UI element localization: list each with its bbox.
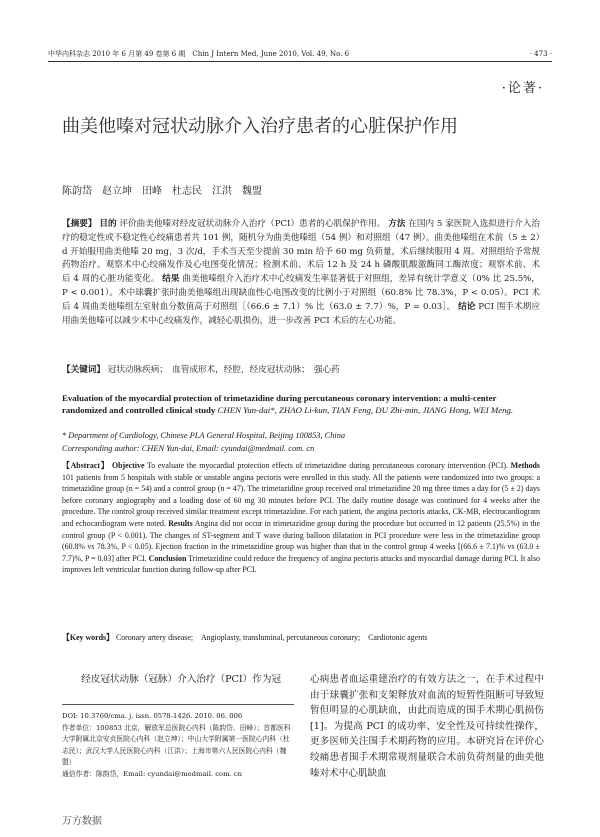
body-right-column: 心病患者血运重建治疗的有效方法之一，在手术过程中由于球囊扩张和支架释放对血流的短暂性阻断可导致短暂但明显的心肌缺血，由此而造成的围手术期心肌损伤[1]。为提高 PCI 的成功率、安全性及可持续性操作，更多医师关注围手术期药物的应用。本研究旨在评价心绞痛患者围手术期常规剂量联合术前负荷剂量的曲美他嗪对术中心肌缺血	[310, 674, 544, 779]
header-journal-info: 中华内科杂志 2010 年 6 月第 49 卷第 6 期 Chin J Intern Med, June 2010, Vol. 49, No. 6	[48, 50, 350, 58]
english-abstract	[62, 460, 540, 576]
cn-methods-label: 方法	[388, 219, 406, 229]
english-affiliation: * Department of Cardiology, Chinese PLA General Hospital, Beijing 100853, China	[62, 431, 346, 440]
footnote-affiliations: 作者单位：100853 北京，解放军总医院心内科（陈韵岱、田峰）；首都医科大学附属北京安贞医院心内科（赵立坤）；中山大学附属第一医院心内科（杜志民）；武汉大学人民医院心内科（江洪）；上海市第六人民医院心内科（魏盟）	[62, 723, 291, 766]
en-conclusion-label: Conclusion	[148, 553, 187, 563]
cn-methods-text: 在国内 5 家医院入选拟进行介入治疗的稳定性或不稳定性心绞痛患者共 101 例，随机分为曲美他嗪组（54 例）和对照组（47 例）。曲美他嗪组在术前（5 ± 2）d 开始服用曲美他嗪 20 mg，3 次/d，手术当天至少提前 30 min 给予 60 mg 负荷量，术后继续服用 4 周。对照组给予常规药物治疗。观察术中心绞痛发作及心电图变化情况；检测术前、术后 12 h 及 24 h 磷酸肌酸激酶同工酶浓度；观察术前、术后 4 周的心脏功能变化。	[62, 219, 541, 285]
section-tag: ·论著·	[501, 81, 544, 96]
footnote-corresponding: 通信作者：陈韵岱，Email: cyundai@medmail. com. cn	[62, 769, 243, 778]
footnote-block	[62, 704, 294, 780]
cn-objective-label: 目的	[99, 219, 117, 229]
english-authors: CHEN Yun-dai*, ZHAO Li-kun, TIAN Feng, DU Zhi-min, JIANG Hong, WEI Meng.	[217, 405, 514, 415]
en-methods-label: Methods	[510, 461, 540, 470]
article-title: 曲美他嗪对冠状动脉介入治疗患者的心脏保护作用	[62, 116, 458, 137]
footnote-doi: DOI: 10.3760/cma. j. issn. 0578-1426. 2010. 06. 006	[62, 712, 243, 720]
cn-objective-text: 评价曲美他嗪对经皮冠状动脉介入治疗（PCI）患者的心肌保护作用。	[119, 219, 386, 229]
watermark-footer: 万方数据	[62, 816, 102, 827]
en-keywords-text: Coronary artery disease; Angioplasty, transluminal, percutaneous coronary; Cardiotonic agents	[115, 633, 428, 642]
cn-keywords-label: 【关键词】	[62, 365, 105, 375]
en-results-label: Results	[168, 518, 193, 528]
chinese-keywords	[62, 363, 540, 375]
cn-keywords-text: 冠状动脉疾病； 血管成形术，经腔，经皮冠状动脉； 强心药	[107, 365, 340, 375]
body-left-column	[62, 672, 294, 687]
cn-results-text: 曲美他嗪组介入治疗术中心绞痛发生率显著低于对照组，差异有统计学意义（0% 比 25.5%，P < 0.001）。术中球囊扩张时曲美他嗪组出现缺血性心电图改变的比例小于对照组（60.8% 比 78.3%，P < 0.05）。PCI 术后 4 周曲美他嗪组左室射血分数值高于对照组［（66.6 ± 7.1）% 比（63.0 ± 7.7）%，P = 0.03］。	[62, 274, 540, 312]
en-objective-text: To evaluate the myocardial protection effects of trimetazidine during percutaneous coronary intervention (PCI).	[147, 461, 508, 470]
en-abstract-label: 【Abstract】	[62, 461, 110, 470]
en-methods-text: 101 patients from 5 hospitals with stable or unstable angina pectoris were enrolled in this study. All the patients were randomized into two groups: a trimetazidine group (n = 54) and a control group (n = 47). The trimetazidine group received oral trimetazidine 20 mg three times a day for (5 ± 2) days before coronary angiography and a loading dose of 60 mg 30 minutes before PCI. The daily routine dosage was continued for 4 weeks after the procedure. The control group received similar treatment except trimetazidine. For each patient, the angina pectoris attacks, CK-MB, electrocardiogram and echocardiogram were noted.	[62, 472, 540, 528]
english-title-block	[62, 392, 540, 416]
chinese-abstract	[62, 218, 540, 328]
en-keywords-label: 【Key words】	[62, 633, 114, 642]
cn-abstract-label: 【摘要】	[62, 219, 97, 229]
cn-results-label: 结果	[162, 274, 180, 285]
en-objective-label: Objective	[112, 461, 145, 470]
running-header	[48, 50, 552, 62]
english-corresponding-author: Corresponding author: CHEN Yun-dai, Email: cyundai@medmail. com. cn	[62, 444, 315, 453]
english-title: Evaluation of the myocardial protection of trimetazidine during percutaneous coronary intervention: a multi-center randomized and controlled clinical study	[62, 393, 497, 415]
en-conclusion-text: Trimetazidine could reduce the frequency of angina pectoris attacks and myocardial damage during PCI. It also improves left ventricular function during follow-up after PCI.	[62, 553, 540, 575]
cn-conclusion-label: 结论	[458, 301, 476, 312]
en-results-text: Angina did not occur in trimetazidine group during the procedure but occurred in 12 patients (25.5%) in the control group (P < 0.001). The changes of ST-segment and T wave during balloon dilatation in PCI procedure were less in the trimetazidine group (60.8% vs 78.3%, P < 0.05). Ejection fraction in the trimetazidine group was higher than that in the control group 4 weeks [(66.6 ± 7.1)% vs (63.0 ± 7.7)%, P = 0.03] after PCI.	[62, 518, 541, 563]
cn-conclusion-text: PCI 围手术期应用曲美他嗪可以减少术中心绞痛发作，减轻心肌损伤，进一步改善 PCI 术后的左心功能。	[62, 301, 541, 326]
header-page-number: · 473 ·	[529, 50, 552, 58]
intro-paragraph-start: 经皮冠状动脉（冠脉）介入治疗（PCI）作为冠	[81, 674, 282, 685]
author-list: 陈韵岱 赵立坤 田峰 杜志民 江洪 魏盟	[62, 186, 262, 197]
english-keywords	[62, 632, 540, 644]
